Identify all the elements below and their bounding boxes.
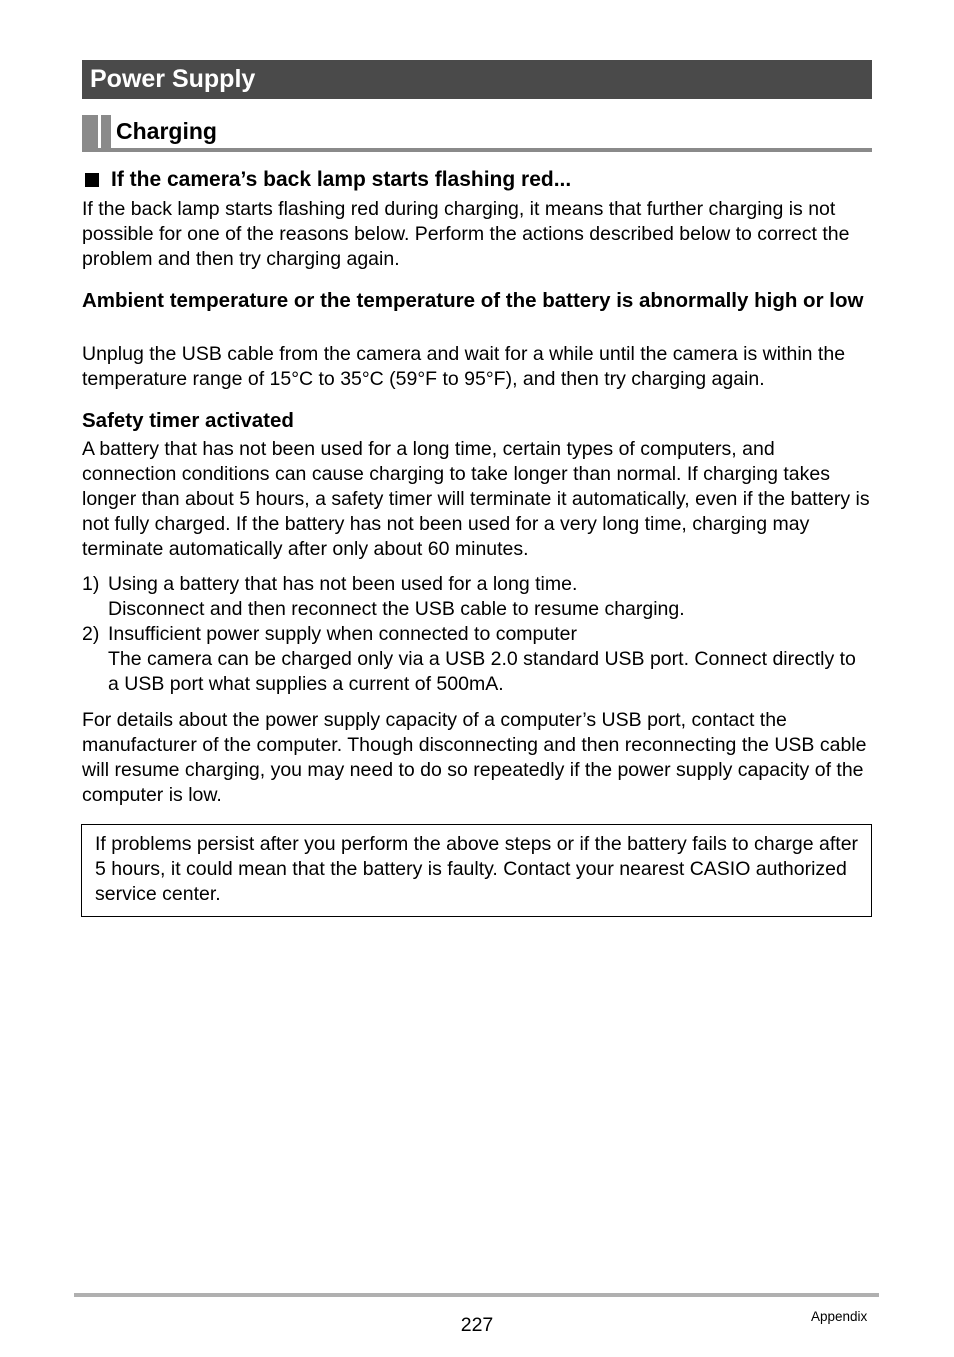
footer-rule: [74, 1293, 879, 1297]
list-item-number: 2): [82, 623, 100, 645]
list-item-title: Insufficient power supply when connected to computer: [108, 623, 577, 645]
subsection-marker-inner: [101, 115, 111, 151]
subsection-title: Charging: [116, 118, 217, 144]
safety-timer-body: A battery that has not been used for a long time, certain types of computers, and connection conditions can cause charging to take longer than normal. If charging takes longer than about 5 hours, a safety timer will terminate it automatically, even if the battery is not fully charged. If the battery has not been used for a very long time, charging may terminate automatically after only about 60 minutes.: [82, 438, 870, 560]
temperature-heading: Ambient temperature or the temperature of the battery is abnormally high or low: [82, 289, 864, 312]
flashing-heading: If the camera’s back lamp starts flashing red...: [111, 168, 572, 191]
usb-details-paragraph: For details about the power supply capacity of a computer’s USB port, contact the manufacturer of the computer. Though disconnecting and then reconnecting the USB cable will resume charging, you may need to do so repeatedly if the power supply capacity of the computer is low.: [82, 709, 867, 806]
safety-timer-heading: Safety timer activated: [82, 409, 294, 432]
notice-box: [81, 824, 872, 917]
list-item-detail: The camera can be charged only via a USB 2.0 standard USB port. Connect directly to a USB port what supplies a current of 500mA.: [108, 648, 856, 695]
list-item-detail: Disconnect and then reconnect the USB cable to resume charging.: [108, 598, 685, 620]
flashing-body: If the back lamp starts flashing red during charging, it means that further charging is not possible for one of the reasons below. Perform the actions described below to correct the problem and then try charging again.: [82, 198, 850, 270]
square-bullet-icon: [85, 173, 99, 187]
temperature-body: Unplug the USB cable from the camera and wait for a while until the camera is within the temperature range of 15°C to 35°C (59°F to 95°F), and then try charging again.: [82, 343, 846, 390]
footer-section-label: Appendix: [811, 1309, 868, 1324]
list-item-title: Using a battery that has not been used for a long time.: [108, 573, 578, 595]
subsection-rule: [82, 148, 872, 152]
section-header-bar: [82, 60, 872, 99]
list-item-number: 1): [82, 573, 100, 595]
notice-text: If problems persist after you perform the above steps or if the battery fails to charge after 5 hours, it could mean that the battery is faulty. Contact your nearest CASIO authorized service center.: [95, 833, 859, 905]
subsection-marker: [82, 115, 98, 151]
section-title: Power Supply: [90, 65, 256, 93]
page-number: 227: [460, 1314, 494, 1336]
